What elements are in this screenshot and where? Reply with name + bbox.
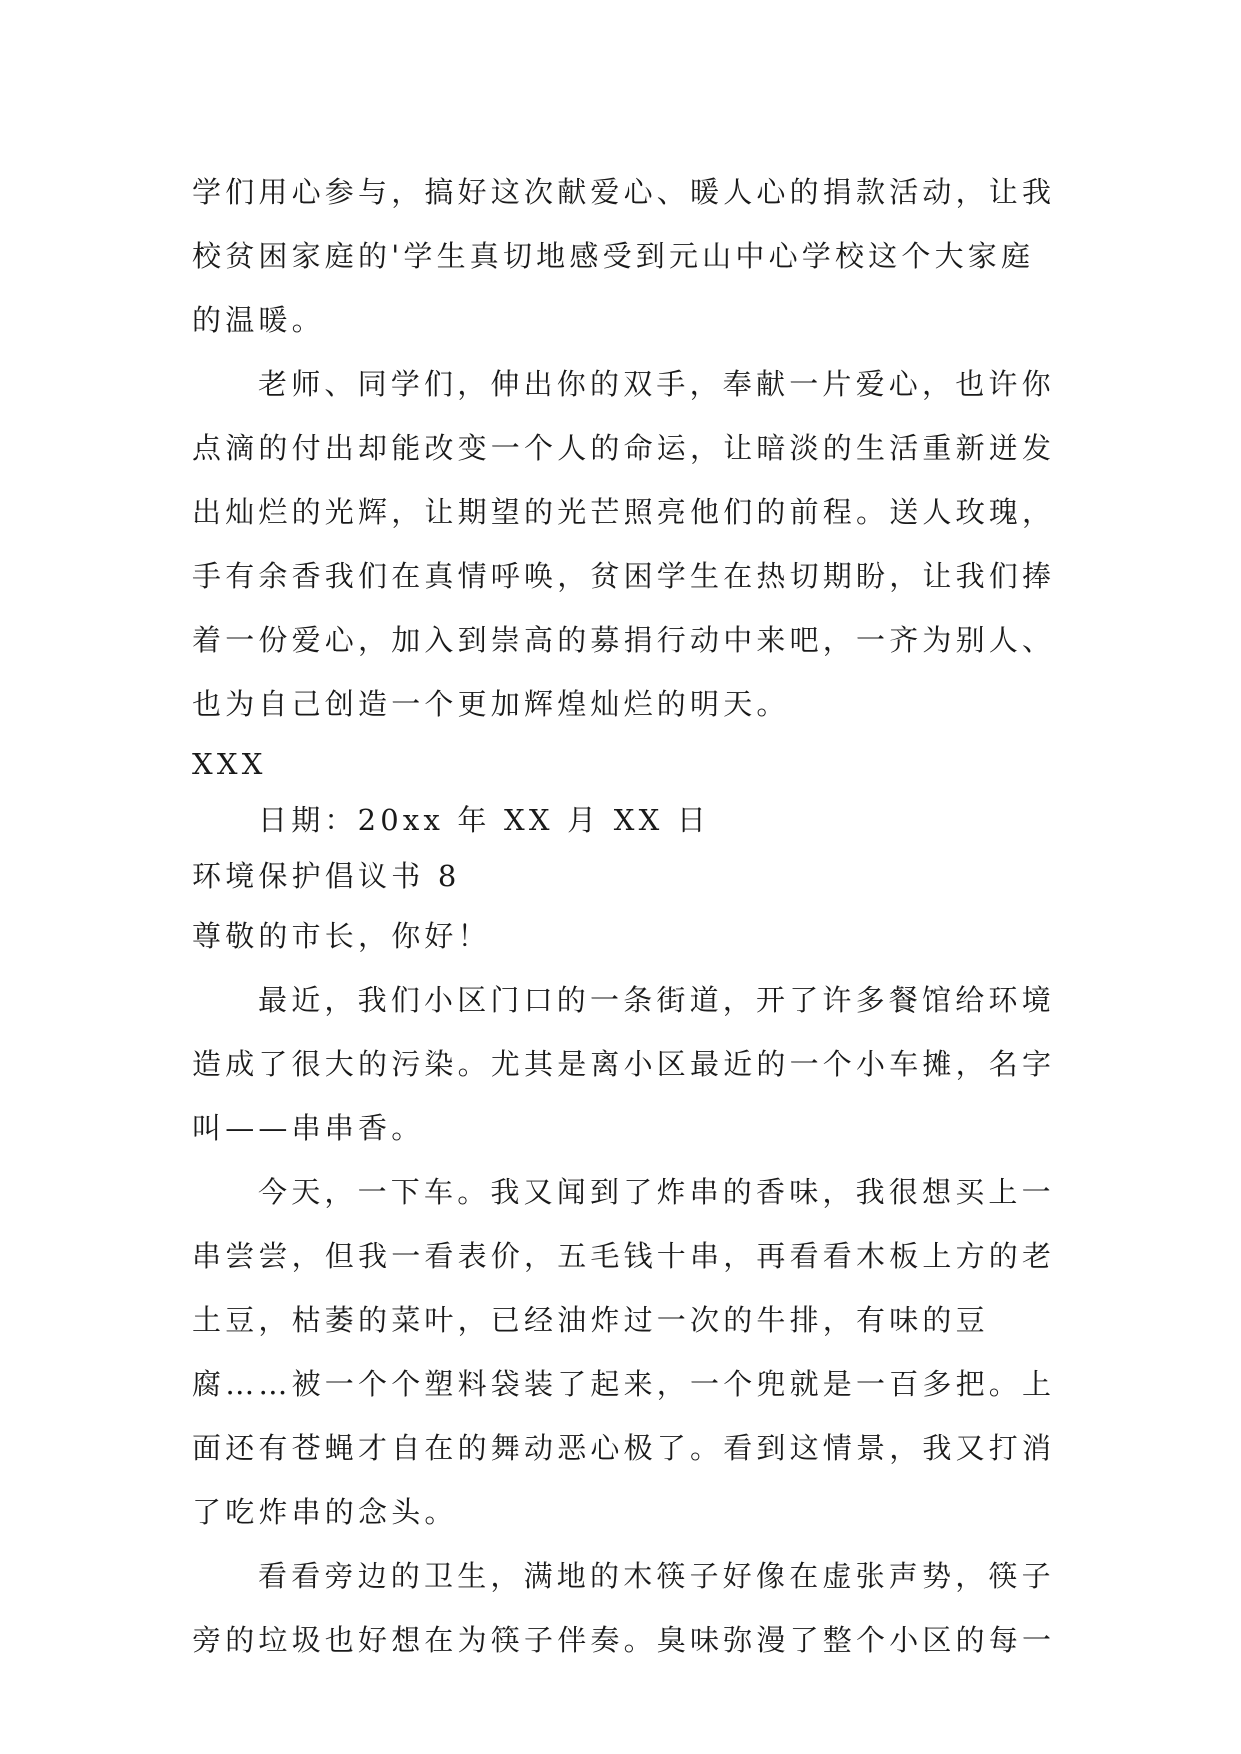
text-line: 学们用心参与，搞好这次献爱心、暖人心的捐款活动，让我 [192,175,1056,209]
text-line: 点滴的付出却能改变一个人的命运，让暗淡的生活重新迸发 [192,431,1056,465]
section-title: 环境保护倡议书 8 [192,859,461,893]
text-line: 旁的垃圾也好想在为筷子伴奏。臭味弥漫了整个小区的每一 [192,1623,1056,1657]
date-line: 日期：20xx 年 XX 月 XX 日 [258,803,711,837]
salutation-line: 尊敬的市长，你好！ [192,919,491,953]
text-line: 也为自己创造一个更加辉煌灿烂的明天。 [192,687,790,721]
text-line: 造成了很大的污染。尤其是离小区最近的一个小车摊，名字 [192,1047,1056,1081]
text-line: 腐……被一个个塑料袋装了起来，一个兜就是一百多把。上 [192,1367,1056,1401]
text-line: 出灿烂的光辉，让期望的光芒照亮他们的前程。送人玫瑰， [192,495,1056,529]
paragraph-start-line: 最近，我们小区门口的一条街道，开了许多餐馆给环境 [258,983,1055,1017]
paragraph-start-line: 看看旁边的卫生，满地的木筷子好像在虚张声势，筷子 [258,1559,1055,1593]
text-line: 着一份爱心，加入到崇高的募捐行动中来吧，一齐为别人、 [192,623,1056,657]
text-line: 校贫困家庭的'学生真切地感受到元山中心学校这个大家庭 [192,239,1035,273]
text-line: 串尝尝，但我一看表价，五毛钱十串，再看看木板上方的老 [192,1239,1056,1273]
document-body [192,160,1062,1672]
paragraph-start-line: 今天，一下车。我又闻到了炸串的香味，我很想买上一 [258,1175,1055,1209]
paragraph-start-line: 老师、同学们，伸出你的双手，奉献一片爱心，也许你 [258,367,1055,401]
text-line: 的温暖。 [192,303,325,337]
text-line: 叫——串串香。 [192,1111,425,1145]
text-line: 了吃炸串的念头。 [192,1495,458,1529]
text-line: 面还有苍蝇才自在的舞动恶心极了。看到这情景，我又打消 [192,1431,1056,1465]
signature-line: XXX [192,747,267,781]
text-line: 手有余香我们在真情呼唤，贫困学生在热切期盼，让我们捧 [192,559,1056,593]
text-line: 土豆，枯萎的菜叶，已经油炸过一次的牛排，有味的豆 [192,1303,989,1337]
